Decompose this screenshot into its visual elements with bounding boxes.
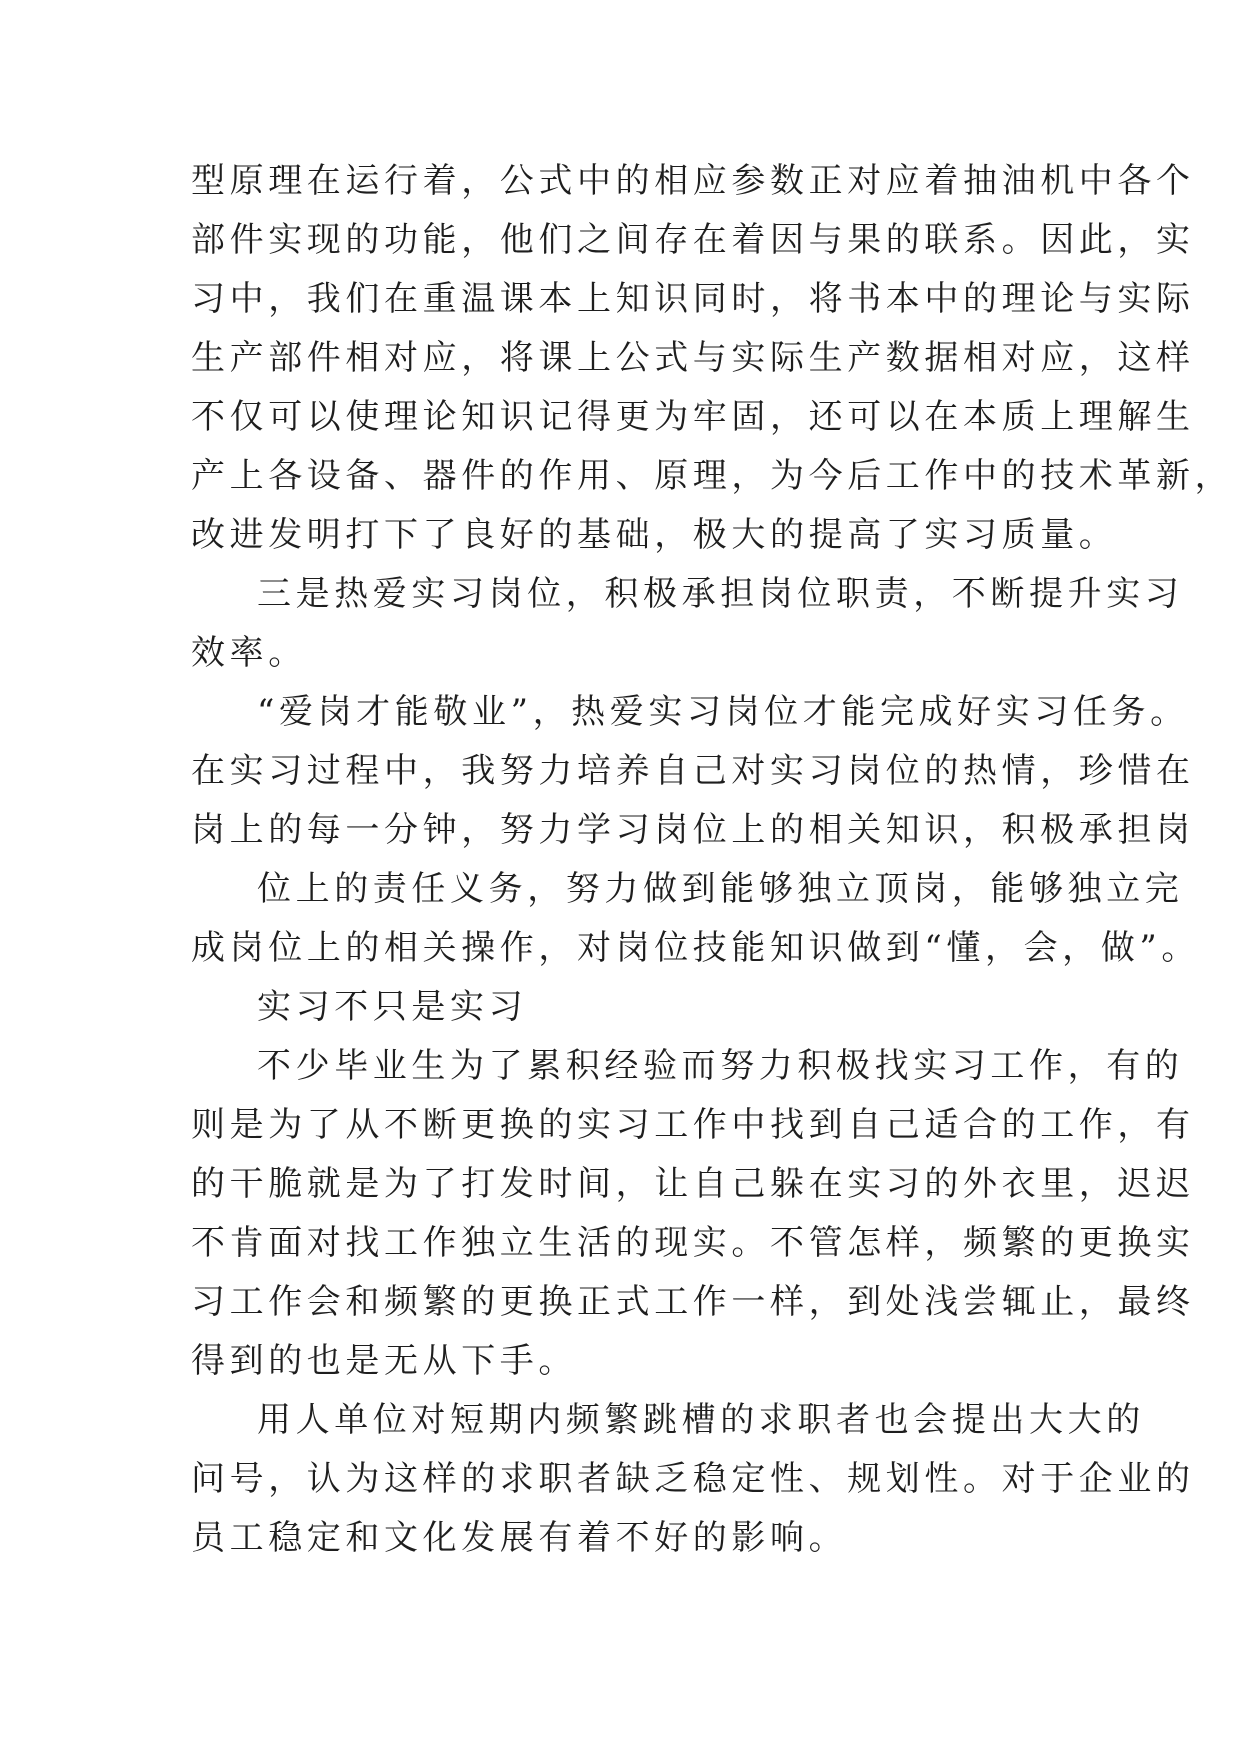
text-line: 的干脆就是为了打发时间，让自己躲在实习的外衣里，迟迟 bbox=[191, 1164, 1195, 1204]
text-line: “爱岗才能敬业”，热爱实习岗位才能完成好实习任务。 bbox=[257, 692, 1189, 732]
text-line: 生产部件相对应，将课上公式与实际生产数据相对应，这样 bbox=[191, 338, 1195, 378]
text-line: 问号，认为这样的求职者缺乏稳定性、规划性。对于企业的 bbox=[191, 1459, 1195, 1499]
text-line: 实习不只是实习 bbox=[257, 987, 528, 1027]
text-line: 部件实现的功能，他们之间存在着因与果的联系。因此，实 bbox=[191, 220, 1195, 260]
text-line: 得到的也是无从下手。 bbox=[191, 1341, 577, 1381]
text-line: 产上各设备、器件的作用、原理，为今后工作中的技术革新， bbox=[191, 456, 1234, 496]
text-line: 效率。 bbox=[191, 633, 307, 673]
text-line: 型原理在运行着，公式中的相应参数正对应着抽油机中各个 bbox=[191, 161, 1195, 201]
text-line: 在实习过程中，我努力培养自己对实习岗位的热情，珍惜在 bbox=[191, 751, 1195, 791]
text-line: 则是为了从不断更换的实习工作中找到自己适合的工作，有 bbox=[191, 1105, 1195, 1145]
text-line: 岗上的每一分钟，努力学习岗位上的相关知识，积极承担岗 bbox=[191, 810, 1195, 850]
text-line: 员工稳定和文化发展有着不好的影响。 bbox=[191, 1518, 848, 1558]
text-line: 成岗位上的相关操作，对岗位技能知识做到“懂，会，做”。 bbox=[191, 928, 1200, 968]
text-line: 改进发明打下了良好的基础，极大的提高了实习质量。 bbox=[191, 515, 1118, 555]
text-line: 不少毕业生为了累积经验而努力积极找实习工作，有的 bbox=[257, 1046, 1184, 1086]
text-line: 位上的责任义务，努力做到能够独立顶岗，能够独立完 bbox=[257, 869, 1184, 909]
text-line: 三是热爱实习岗位，积极承担岗位职责，不断提升实习 bbox=[257, 574, 1184, 614]
text-line: 习工作会和频繁的更换正式工作一样，到处浅尝辄止，最终 bbox=[191, 1282, 1195, 1322]
text-line: 不仅可以使理论知识记得更为牢固，还可以在本质上理解生 bbox=[191, 397, 1195, 437]
text-line: 习中，我们在重温课本上知识同时，将书本中的理论与实际 bbox=[191, 279, 1195, 319]
body-text bbox=[191, 152, 1234, 1568]
text-line: 用人单位对短期内频繁跳槽的求职者也会提出大大的 bbox=[257, 1400, 1145, 1440]
text-line: 不肯面对找工作独立生活的现实。不管怎样，频繁的更换实 bbox=[191, 1223, 1195, 1263]
